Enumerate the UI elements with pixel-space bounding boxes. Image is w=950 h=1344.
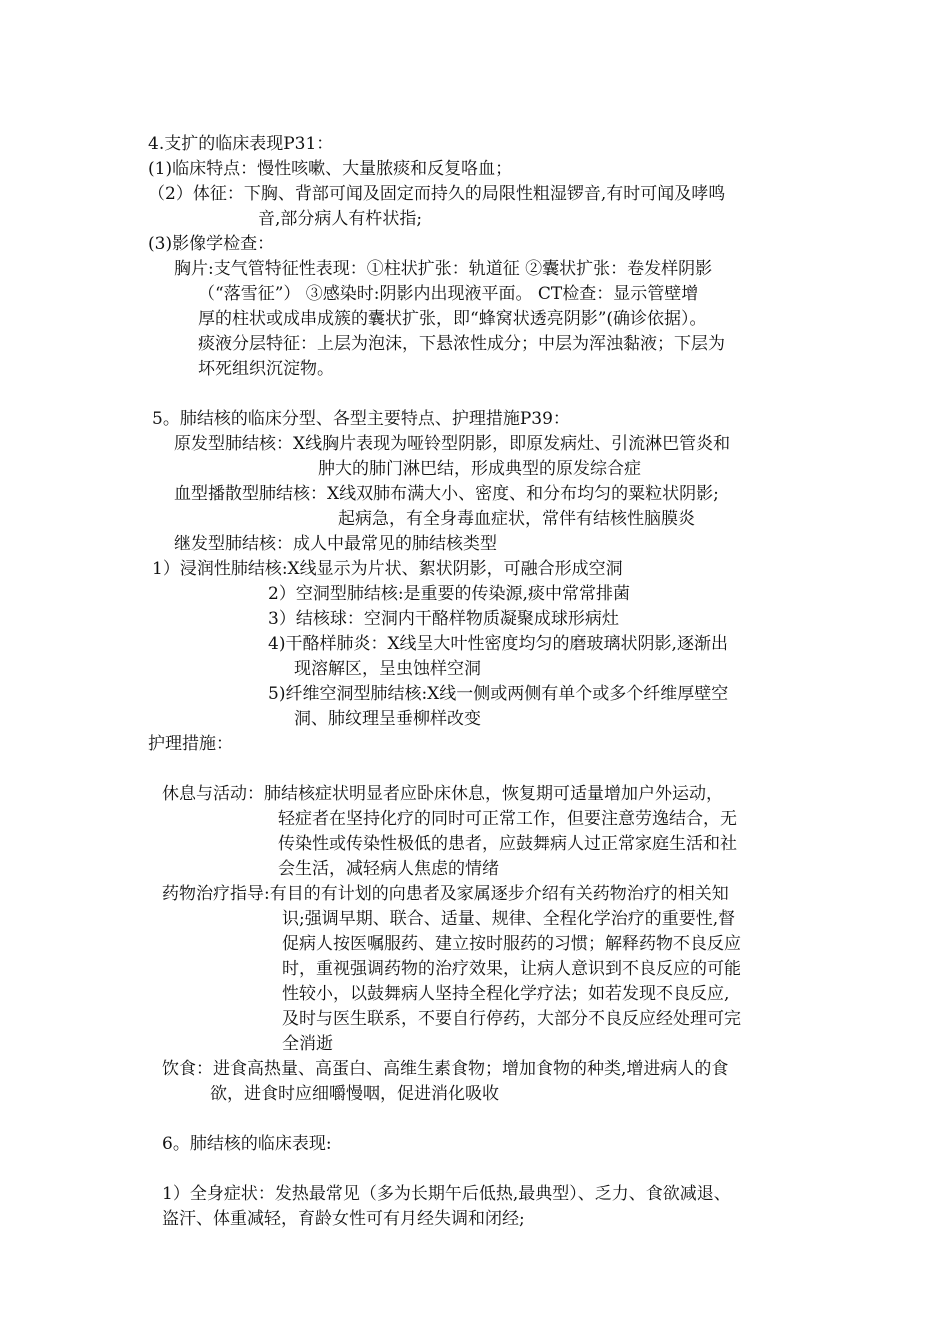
text-line: (3)影像学检查： — [148, 234, 275, 254]
text-line: （2）体征：下胸、背部可闻及固定而持久的局限性粗湿锣音,有时可闻及哮鸣 — [148, 184, 726, 204]
text-line: 肿大的肺门淋巴结，形成典型的原发综合症 — [318, 459, 641, 479]
text-line: 血型播散型肺结核：X线双肺布满大小、密度、和分布均匀的粟粒状阴影; — [174, 484, 719, 504]
text-line: （“落雪征”） ③感染时:阴影内出现液平面。 CT检查：显示管壁增 — [198, 284, 699, 304]
text-line: 4.支扩的临床表现P31： — [148, 134, 334, 154]
text-line: 盗汗、体重减轻，育龄女性可有月经失调和闭经; — [162, 1209, 525, 1229]
text-line: 起病急，有全身毒血症状，常伴有结核性脑膜炎 — [338, 509, 695, 529]
text-line: 洞、肺纹理呈垂柳样改变 — [294, 709, 481, 729]
text-line: 坏死组织沉淀物。 — [198, 359, 334, 379]
text-line: 5)纤维空洞型肺结核:X线一侧或两侧有单个或多个纤维厚壁空 — [268, 684, 729, 704]
text-line: 5。肺结核的临床分型、各型主要特点、护理措施P39： — [152, 409, 570, 429]
text-line: 4)干酪样肺炎：X线呈大叶性密度均匀的磨玻璃状阴影,逐渐出 — [268, 634, 728, 654]
text-line: 全消逝 — [282, 1034, 333, 1054]
text-line: 饮食：进食高热量、高蛋白、高维生素食物；增加食物的种类,增进病人的食 — [162, 1059, 729, 1079]
text-line: 识;强调早期、联合、适量、规律、全程化学治疗的重要性,督 — [282, 909, 736, 929]
text-line: 欲，进食时应细嚼慢咽，促进消化吸收 — [210, 1084, 499, 1104]
text-line: 痰液分层特征：上层为泡沫，下悬浓性成分；中层为浑浊黏液；下层为 — [198, 334, 725, 354]
text-line: 促病人按医嘱服药、建立按时服药的习惯；解释药物不良反应 — [282, 934, 741, 954]
text-line: 1）浸润性肺结核:X线显示为片状、絮状阴影，可融合形成空洞 — [152, 559, 623, 579]
text-line: 休息与活动：肺结核症状明显者应卧床休息，恢复期可适量增加户外运动， — [162, 784, 723, 804]
text-line: 药物治疗指导:有目的有计划的向患者及家属逐步介绍有关药物治疗的相关知 — [162, 884, 729, 904]
text-line: 厚的柱状或成串成簇的囊状扩张，即“蜂窝状透亮阴影”(确诊依据）。 — [198, 309, 707, 329]
text-line: 2）空洞型肺结核:是重要的传染源,痰中常常排菌 — [268, 584, 630, 604]
text-line: 1）全身症状：发热最常见（多为长期午后低热,最典型）、乏力、食欲减退、 — [162, 1184, 731, 1204]
text-line: 音,部分病人有杵状指; — [258, 209, 423, 229]
text-line: 6。肺结核的临床表现: — [162, 1134, 332, 1154]
text-line: 及时与医生联系，不要自行停药，大部分不良反应经处理可完 — [282, 1009, 741, 1029]
text-line: 现溶解区，呈虫蚀样空洞 — [294, 659, 481, 679]
text-line: 传染性或传染性极低的患者，应鼓舞病人过正常家庭生活和社 — [278, 834, 737, 854]
text-line: 3）结核球：空洞内干酪样物质凝聚成球形病灶 — [268, 609, 619, 629]
text-line: 继发型肺结核：成人中最常见的肺结核类型 — [174, 534, 497, 554]
text-line: 轻症者在坚持化疗的同时可正常工作，但要注意劳逸结合，无 — [278, 809, 737, 829]
text-line: (1)临床特点：慢性咳嗽、大量脓痰和反复咯血； — [148, 159, 513, 179]
text-line: 护理措施： — [148, 734, 233, 754]
text-line: 时，重视强调药物的治疗效果，让病人意识到不良反应的可能 — [282, 959, 741, 979]
text-line: 性较小，以鼓舞病人坚持全程化学疗法；如若发现不良反应, — [282, 984, 730, 1004]
text-line: 会生活，减轻病人焦虑的情绪 — [278, 859, 499, 879]
text-line: 原发型肺结核：X线胸片表现为哑铃型阴影，即原发病灶、引流淋巴管炎和 — [174, 434, 731, 454]
text-line: 胸片:支气管特征性表现：①柱状扩张：轨道征 ②囊状扩张：卷发样阴影 — [174, 259, 713, 279]
